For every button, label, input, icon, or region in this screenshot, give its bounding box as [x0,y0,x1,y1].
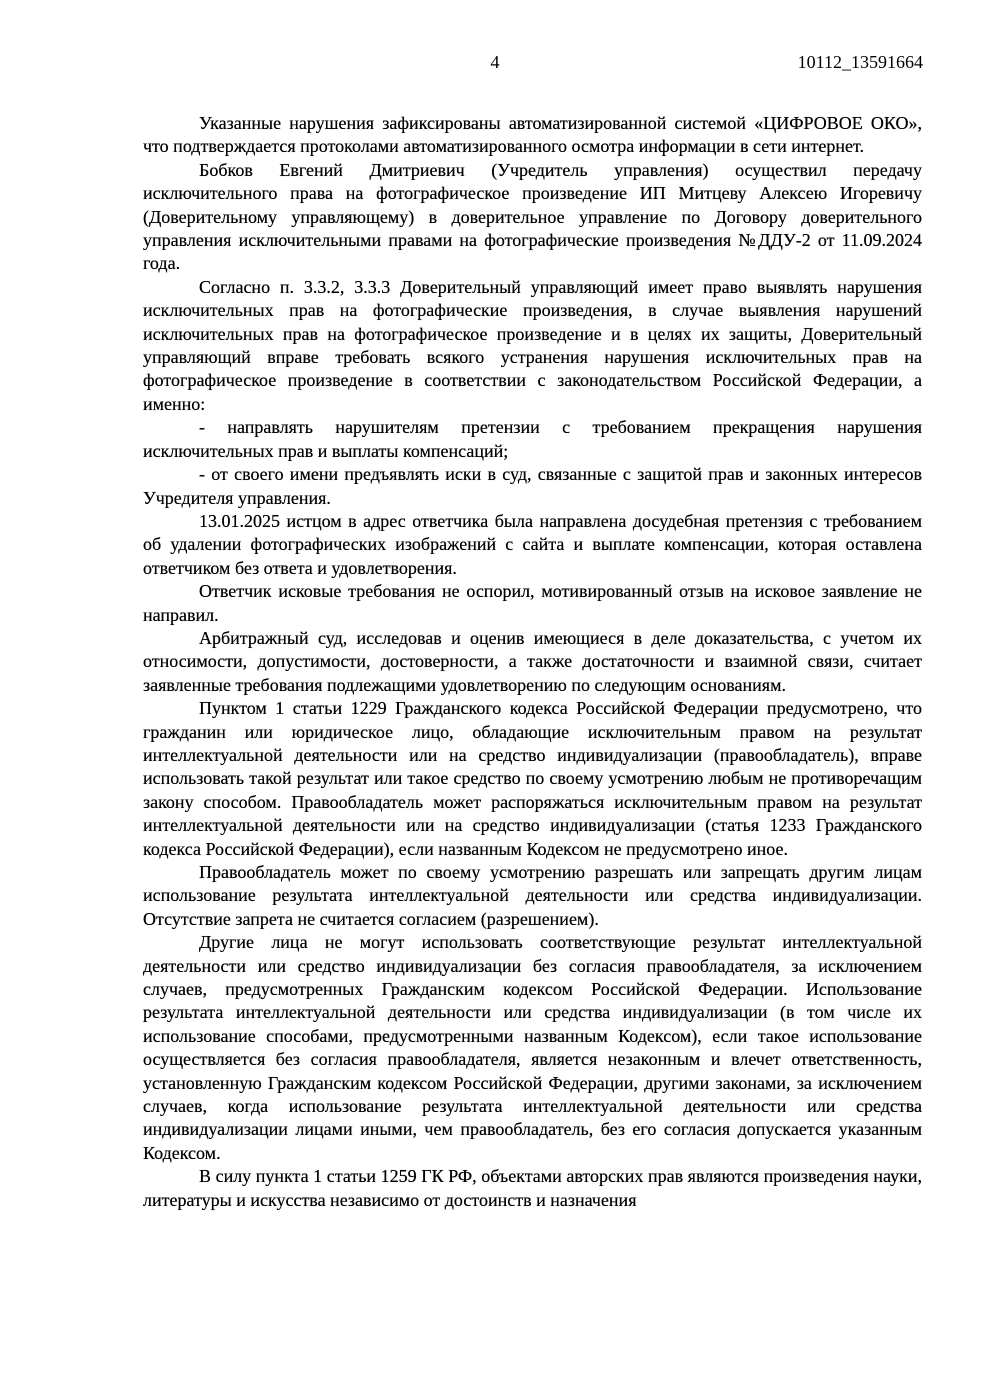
paragraph-other-persons-use: Другие лица не могут использовать соответствующие результат интеллектуальной деятельности или средство индивидуализации без согласия правообладателя, за исключением случаев, предусмотренных Гражданским кодексом Российской Федерации. Использование результата интеллектуальной деятельности или средства индивидуализации (в том числе их использование способами, предусмотренными названным Кодексом), если такое использование осуществляется без согласия правообладателя, является незаконным и влечет ответственность, установленную Гражданским кодексом Российской Федерации, другими законами, за исключением случаев, когда использование результата интеллектуальной деятельности или средства индивидуализации лицами иными, чем правообладатель, без его согласия допускается указанным Кодексом. [143,932,922,1163]
page-header [0,52,990,76]
paragraph-list-item-claims: - направлять нарушителям претензии с требованием прекращения нарушения исключительных прав и выплаты компенсаций; [143,417,922,461]
paragraph-pretrial-claim: 13.01.2025 истцом в адрес ответчика была направлена досудебная претензия с требованием об удалении фотографических изображений с сайта и выплате компенсации, которая оставлена ответчиком без ответа и удовлетворения. [143,510,922,578]
paragraph-article-1229: Пунктом 1 статьи 1229 Гражданского кодекса Российской Федерации предусмотрено, что гражданин или юридическое лицо, обладающие исключительным правом на результат интеллектуальной деятельности или на средство индивидуализации (правообладатель), вправе использовать такой результат или такое средство по своему усмотрению любым не противоречащим закону способом. Правообладатель может распоряжаться исключительным правом на результат интеллектуальной деятельности или на средство индивидуализации (статья 1233 Гражданского кодекса Российской Федерации), если названным Кодексом не предусмотрено иное. [143,698,922,859]
paragraph-court-assessment: Арбитражный суд, исследовав и оценив имеющиеся в деле доказательства, с учетом их относимости, допустимости, достоверности, а также достаточности и взаимной связи, считает заявленные требования подлежащими удовлетворению по следующим основаниям. [143,627,922,695]
paragraph-violations-fixed: Указанные нарушения зафиксированы автоматизированной системой «ЦИФРОВОЕ ОКО», что подтверждается протоколами автоматизированного осмотра информации в сети интернет. [143,113,922,157]
paragraph-defendant-no-reply: Ответчик исковые требования не оспорил, мотивированный отзыв на исковое заявление не направил. [143,581,922,625]
document-body [143,112,922,1212]
paragraph-rightholder-permission: Правообладатель может по своему усмотрению разрешать или запрещать другим лицам использование результата интеллектуальной деятельности или средства индивидуализации. Отсутствие запрета не считается согласием (разрешением). [143,862,922,929]
paragraph-article-1259: В силу пункта 1 статьи 1259 ГК РФ, объектами авторских прав являются произведения науки, литературы и искусства независимо от достоинств и назначения [143,1166,922,1210]
page-number: 4 [490,52,500,72]
paragraph-list-item-lawsuits: - от своего имени предъявлять иски в суд, связанные с защитой прав и законных интересов Учредителя управления. [143,464,922,508]
paragraph-contract-rights: Согласно п. 3.3.2, 3.3.3 Доверительный управляющий имеет право выявлять нарушения исключительных прав на фотографические произведения, в случае выявления нарушений исключительных прав на фотографическое произведение и в целях их защиты, Доверительный управляющий вправе требовать всякого устранения нарушения исключительных прав на фотографическое произведение в соответствии с законодательством Российской Федерации, а именно: [143,276,922,414]
document-id: 10112_13591664 [797,52,923,72]
paragraph-bobkov-transfer: Бобков Евгений Дмитриевич (Учредитель управления) осуществил передачу исключительного права на фотографическое произведение ИП Митцеву Алексею Игоревичу (Доверительному управляющему) в доверительное управление по Договору доверительного управления исключительными правами на фотографические произведения №ДДУ-2 от 11.09.2024 года. [143,159,922,274]
